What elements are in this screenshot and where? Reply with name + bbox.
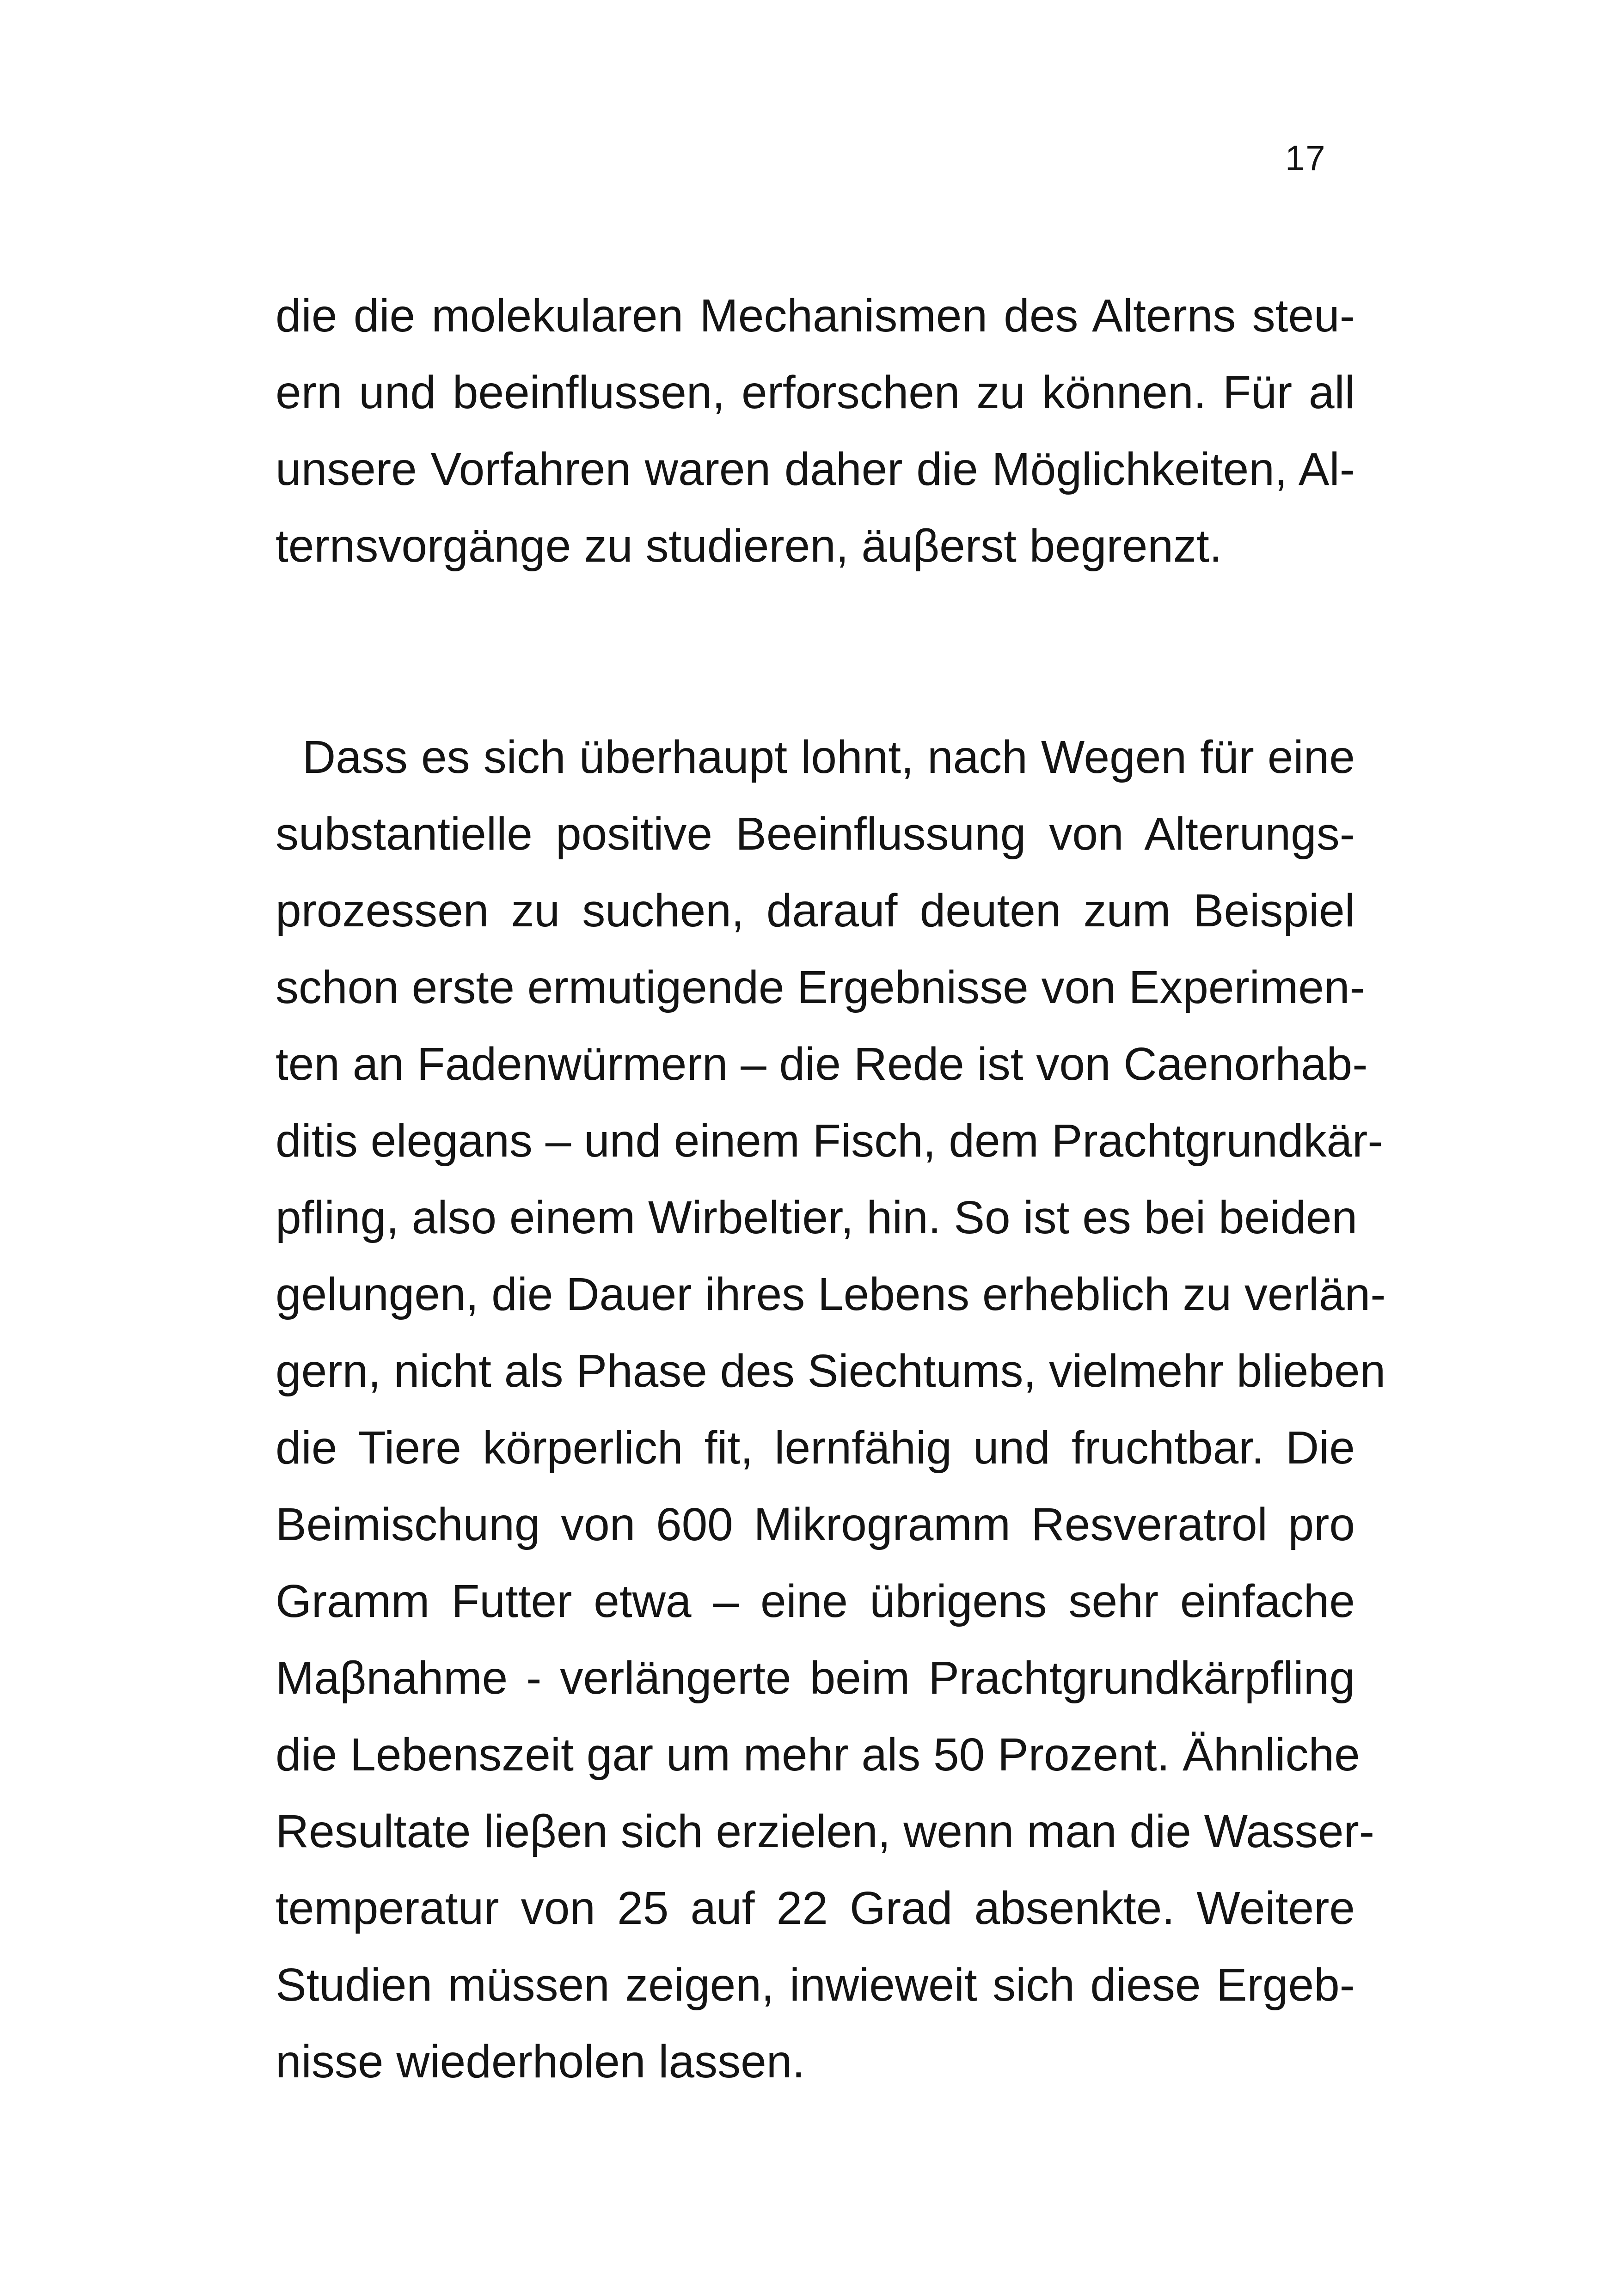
text-line: temperatur von 25 auf 22 Grad absenkte. Weitere xyxy=(276,1882,1355,1934)
text-line: Dass es sich überhaupt lohnt, nach Wegen für eine xyxy=(302,731,1355,783)
text-line: die die molekularen Mechanismen des Alterns steu- xyxy=(276,290,1355,342)
text-line: Studien müssen zeigen, inwieweit sich diese Ergeb- xyxy=(276,1959,1355,2011)
text-line: die Lebenszeit gar um mehr als 50 Prozent. Ähnliche xyxy=(276,1729,1360,1781)
text-line: schon erste ermutigende Ergebnisse von Experimen- xyxy=(276,961,1365,1013)
text-line: Resultate lieβen sich erzielen, wenn man die Wasser- xyxy=(276,1806,1375,1857)
paragraph-2 xyxy=(276,719,1386,2100)
text-line: prozessen zu suchen, darauf deuten zum Beispiel xyxy=(276,885,1355,937)
page-number: 17 xyxy=(1285,139,1326,178)
text-line: gern, nicht als Phase des Siechtums, vielmehr blieben xyxy=(276,1345,1386,1397)
text-line: ern und beeinflussen, erforschen zu können. Für all xyxy=(276,367,1355,418)
text-line: ditis elegans – und einem Fisch, dem Prachtgrundkär- xyxy=(276,1115,1383,1167)
text-line: pfling, also einem Wirbeltier, hin. So ist es bei beiden xyxy=(276,1192,1358,1243)
text-line: substantielle positive Beeinflussung von Alterungs- xyxy=(276,808,1355,860)
text-line: gelungen, die Dauer ihres Lebens erheblich zu verlän- xyxy=(276,1268,1386,1320)
text-line: ternsvorgänge zu studieren, äuβerst begrenzt. xyxy=(276,520,1222,572)
text-line: Maβnahme - verlängerte beim Prachtgrundkärpfling xyxy=(276,1652,1355,1704)
paragraph-1 xyxy=(276,277,1355,584)
text-line: Gramm Futter etwa – eine übrigens sehr einfache xyxy=(276,1575,1355,1627)
text-line: unsere Vorfahren waren daher die Möglichkeiten, Al- xyxy=(276,443,1355,495)
text-line: ten an Fadenwürmern – die Rede ist von Caenorhab- xyxy=(276,1038,1368,1090)
text-line: Beimischung von 600 Mikrogramm Resveratrol pro xyxy=(276,1499,1355,1550)
text-line: nisse wiederholen lassen. xyxy=(276,2036,805,2088)
text-line: die Tiere körperlich fit, lernfähig und fruchtbar. Die xyxy=(276,1422,1355,1474)
